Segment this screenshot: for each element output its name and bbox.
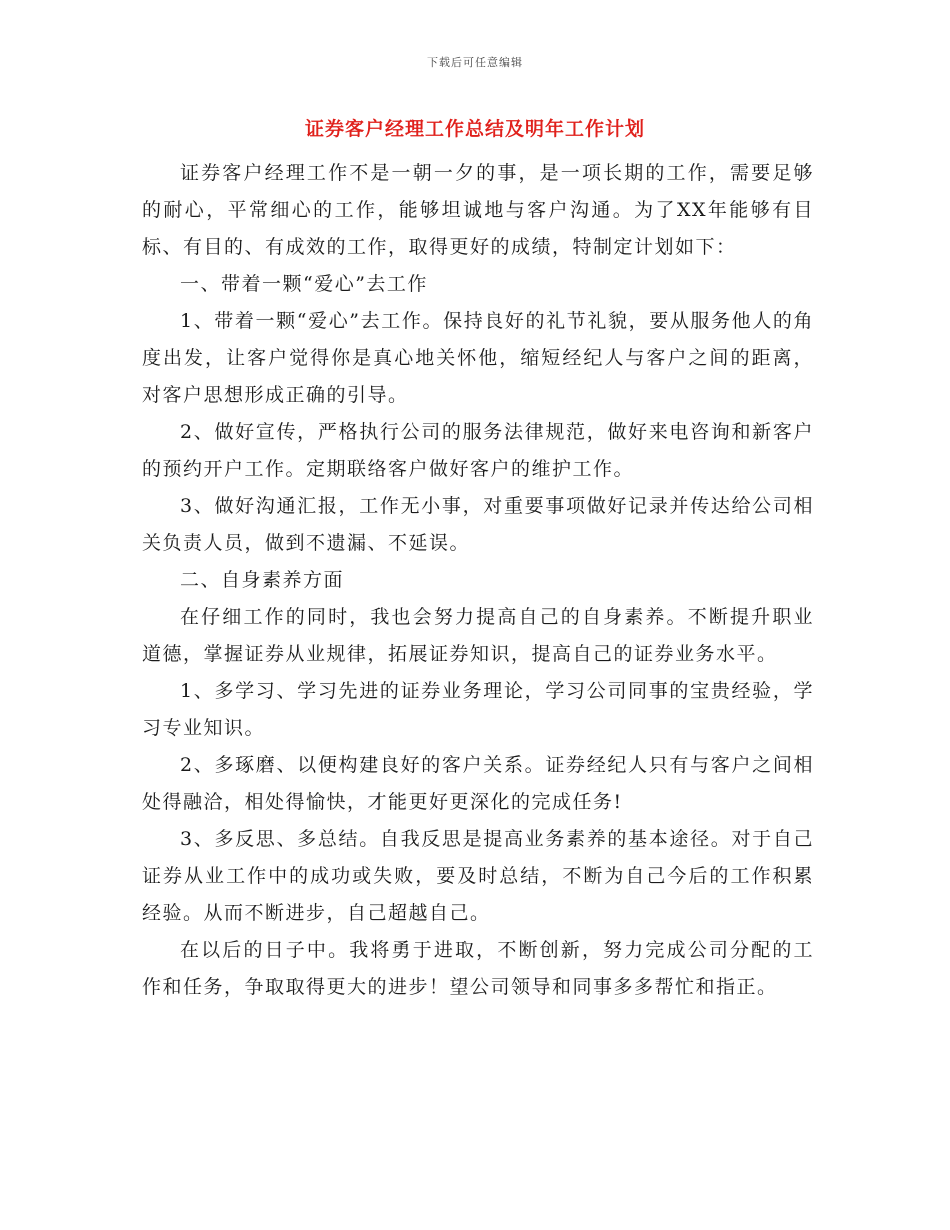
header-note: 下载后可任意编辑 [427, 56, 523, 69]
paragraph-item: 1、带着一颗“爱心”去工作。保持良好的礼节礼貌，要从服务他人的角度出发，让客户觉得你是真心地关怀他，缩短经纪人与客户之间的距离，对客户思想形成正确的引导。 [142, 310, 814, 406]
section-heading-love: 一、带着一颗“爱心”去工作 [180, 273, 428, 295]
section-heading-self-quality: 二、自身素养方面 [180, 569, 345, 591]
document-body [142, 155, 814, 1006]
paragraph-item: 2、多琢磨、以便构建良好的客户关系。证券经纪人只有与客户之间相处得融洽，相处得愉快，才能更好更深化的完成任务! [142, 754, 814, 813]
document-title: 证券客户经理工作总结及明年工作计划 [304, 118, 645, 140]
paragraph-intro: 证券客户经理工作不是一朝一夕的事，是一项长期的工作，需要足够的耐心，平常细心的工作，能够坦诚地与客户沟通。为了XX年能够有目标、有目的、有成效的工作，取得更好的成绩，特制定计划如下： [142, 162, 814, 258]
paragraph-closing: 在以后的日子中。我将勇于进取，不断创新，努力完成公司分配的工作和任务，争取取得更大的进步！望公司领导和同事多多帮忙和指正。 [142, 939, 814, 998]
paragraph-item: 3、做好沟通汇报，工作无小事，对重要事项做好记录并传达给公司相关负责人员，做到不遗漏、不延误。 [142, 495, 814, 554]
paragraph-self-quality: 在仔细工作的同时，我也会努力提高自己的自身素养。不断提升职业道德，掌握证券从业规律，拓展证券知识，提高自己的证券业务水平。 [142, 606, 814, 665]
paragraph-item: 2、做好宣传，严格执行公司的服务法律规范，做好来电咨询和新客户的预约开户工作。定期联络客户做好客户的维护工作。 [142, 421, 814, 480]
paragraph-item: 3、多反思、多总结。自我反思是提高业务素养的基本途径。对于自己证券从业工作中的成功或失败，要及时总结，不断为自己今后的工作积累经验。从而不断进步，自己超越自己。 [142, 828, 814, 924]
paragraph-item: 1、多学习、学习先进的证券业务理论，学习公司同事的宝贵经验，学习专业知识。 [142, 680, 814, 739]
